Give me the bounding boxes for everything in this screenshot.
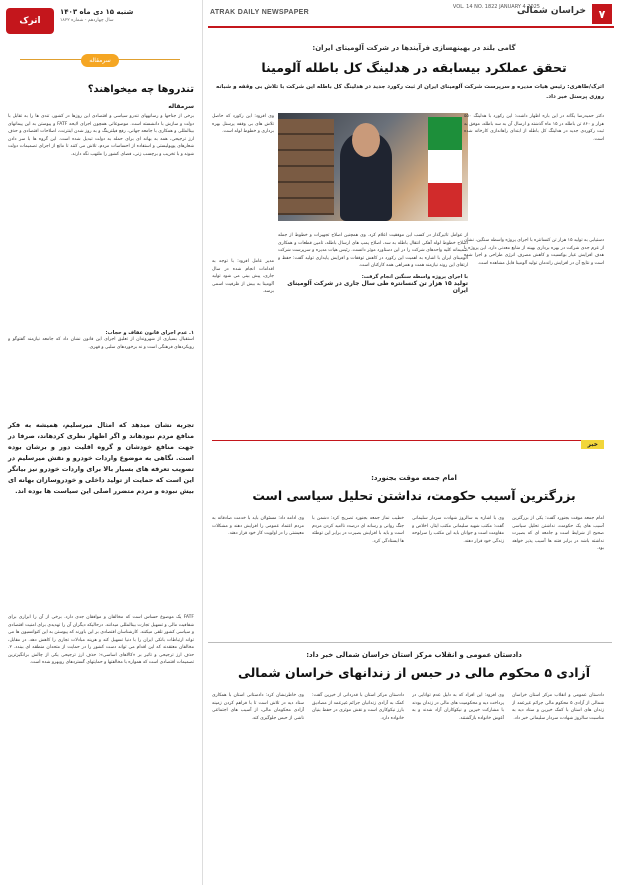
divider-rule <box>208 642 612 643</box>
article2-col: خطیب نماز جمعه بجنورد تصریح کرد: دشمن با جنگ روانی و رسانه ای درصدد ناامید کردن مردم است و باید با افزایش بصیرت در برابر این توطئه ها ایستادگی کرد. <box>312 516 404 544</box>
article1-right-2: دستیابی به تولید ۱۵ هزار تن کنسانتره با اجرای پروژه واسطه سنگین، نشان از عزم جدی شرکت در بهره برداری بهینه از منابع معدنی دارد. این پروژه با هدف افزایش عیار بوکسیت و کاهش مصرف انرژی طراحی و اجرا شده است و نتایج آن در افزایش راندمان تولید آلومینا قابل مشاهده است. <box>464 238 604 266</box>
article1-kicker: گامی بلند در بهینهسازی فرآیندها در شرکت آلومینای ایران: <box>312 44 516 52</box>
editorial-title: تندروها چه میخواهند؟ <box>87 84 194 95</box>
article3-body <box>212 692 604 877</box>
article1-col-left: وی افزود: این رکورد که حاصل تلاش های بی وقفه پرسنل بهره برداری و خطوط لوله است. <box>212 114 274 134</box>
news-divider <box>212 440 604 453</box>
article3-col: وی افزود: این افراد که به دلیل عدم توانایی در پرداخت دیه و محکومیت های مالی در زندان بودند با مشارکت خیرین و نیکوکاران آزاد شدند و به آغوش خانواده بازگشتند. <box>412 693 504 721</box>
editorial-body-2: استقبال بسیاری از شهروندان از تعلیق اجرای این قانون نشان داد که جامعه نیازمند گفتوگو و رویکردهای فرهنگی است و نه برخوردهای سلبی و قهری. <box>8 337 194 350</box>
section-name: خراسان شمالی <box>517 6 586 16</box>
editorial-label: سرمقاله <box>168 103 194 110</box>
news-label: خبر <box>581 440 604 449</box>
article1-headline: تحقق عملکرد بیسابقه در هدلینگ کل باطله آلومینا <box>261 60 567 75</box>
sidebar <box>0 0 203 885</box>
page-number: ۷ <box>592 4 612 24</box>
article1-col-right: دکتر حمیدرضا یگانه در این باره اظهار داشت: این رکورد با هدلینگ ۵۵۰ هزار و ۸۶۰ تن باطله در ۱۵ ماه گذشته و ارسال آن به سد باطله، موفق به ثبت رکوردی جدید در هدلینگ کل باطله از ابتدای راهاندازی کارخانه شده است. <box>464 114 604 142</box>
article1-mid-text: از عوامل تاثیرگذار در کسب این موفقیت اعلام کرد. وی همچنین اصلاح تجهیزات و خطوط از جمله اصلاح خطوط لوله آهکی انتقال باطله به سد، اصلاح پمپ های ارسال باطله، تامین قطعات و همکاری صمیمانه کلیه واحدهای شرکت را در این دستاورد موثر دانست. رئیس هیات مدیره و سرپرست شرکت آلومینای ایران با اشاره به اهمیت این رکورد در کاهش توقفات و افزایش پایداری تولید گفت: حفظ و ارتقای این روند نیازمند همت و همراهی همه کارکنان است. <box>278 233 468 268</box>
article1-lead: اترک/طاهری: رئیس هیات مدیره و سرپرست شرکت آلومینای ایران از ثبت رکورد جدید در هدلینگ کل باطله این شرکت با تلاش بی وقفه و شبانه روزی پرسنل خبر داد. <box>216 84 604 100</box>
article3-kicker: دادستان عمومی و انقلاب مرکز استان خراسان شمالی خبر داد: <box>306 651 522 659</box>
article2-col: امام جمعه موقت بجنورد گفت: یکی از بزرگترین آسیب های یک حکومت، نداشتن تحلیل سیاسی صحیح از شرایط است و جامعه ای که بصیرت نداشته باشد در برابر فتنه ها آسیب پذیر خواهد بود. <box>512 516 604 551</box>
paper-name: ATRAK DAILY NEWSPAPER <box>210 9 309 16</box>
editorial-ornament <box>20 47 180 73</box>
article2-col: وی ادامه داد: مسئولان باید با خدمت صادقانه به مردم اعتماد عمومی را افزایش دهند و مشکلات معیشتی را در اولویت کار خود قرار دهند. <box>212 516 304 536</box>
editorial-subheading: ۱. عدم اجرای قانون عفاف و حجاب: <box>105 330 194 336</box>
article3-col: وی خاطرنشان کرد: دادستانی استان با همکاری ستاد دیه در تلاش است تا با فراهم کردن زمینه آزادی محکومان مالی، از آسیب های اجتماعی ناشی از حبس جلوگیری کند. <box>212 693 304 721</box>
issue-date: شنبه ۱۵ دی ماه ۱۴۰۳ <box>60 8 134 16</box>
issue-number: سال چهاردهم - شماره ۱۸۲۲ <box>60 18 114 23</box>
article3-headline: آزادی ۵ محکوم مالی در حبس از زندانهای خراسان شمالی <box>237 665 591 680</box>
article2-body <box>212 515 604 635</box>
editorial-quote: تجربه نشان میدهد که امثال میرسلیم، همیشه به فکر منافع مردم نبودهاند و اگر اظهار نظری کردهاند، صرفا در جهت منافع خودشان و گروه اقلیت دور و برشان بوده است. نگاهی به موضوع واردات خودرو و نقش میرسلیم در تصویب تعرفه های بسیار بالا برای واردات خودرو نیز بیانگر این است که حمایت از تولید داخلی و خودروسازان بهانه ای بیش نبوده و مردم متضرر اصلی این سیاست ها بوده اند. <box>8 421 194 495</box>
article2-col: وی با اشاره به سالروز شهادت سردار سلیمانی گفت: مکتب شهید سلیمانی مکتب ایثار، اخلاص و مقاومت است و جوانان باید این مکتب را سرلوحه زندگی خود قرار دهند. <box>412 516 504 544</box>
volume-info: VOL. 14 NO. 1822 JANUARY 4 2025 <box>452 4 540 10</box>
editorial-body-3: FATF یک موضوع حساس است که مخالفان و موافقان جدی دارد. برخی از آن را ابزاری برای شفافیت مالی و تسهیل تجارت بینالمللی میدانند. درحالیکه دیگران آن را تهدیدی برای امنیت اقتصادی و سیاسی کشور تلقی میکنند. کارشناسان اقتصادی بر این باورند که پیوستن به این کنوانسیون ها می تواند ارتباطات بانکی ایران را با دنیا تسهیل کند و هزینه مبادلات تجاری را کاهش دهد. در مقابل، مخالفان معتقدند که این اقدام می تواند دست کشور را در حمایت از متحدان منطقه ای ببندد. ۲. حذف ارز ترجیحی و تاثیر بر «کالاهای اساسی»: حذف ارز ترجیحی یکی از چالش برانگیزترین تصمیمات اقتصادی است که همواره با مخالفتها و حمایتهای گستردهای روبهرو شده است. <box>8 615 194 665</box>
editorial-body: برخی از جناحها و رسانههای تندرو سیاسی و اقتصادی این روزها در کشور، تندی ها را به تقابل با دولت و سازش با دانشسته است. موضوعاتی همچون اجرای لایحه FATF و پیوستن به این پیمانهای بینالمللی و همکاری با جامعه جهانی، رفع فیلترینگ و به روز شدن اینترنت، اصلاحات اقتصادی و حذف ارز ترجیحی، همه به بهانه ای برای حمله به دولت تبدیل شده است. این گروه ها با سر دادن شعارهای پوپولیستی و استفاده از احساسات مردم، تلاش می کنند تا مانع از اجرای تصمیمات دولت شوند و با تخریب و برچسب زنی، فضای کشور را ملتهب نگه دارند. <box>8 114 194 157</box>
article2-headline: بزرگترین آسیب حکومت، نداشتن تحلیل سیاسی است <box>252 488 576 503</box>
logo: اترک <box>6 8 54 34</box>
editorial-badge: سرمقاله <box>81 54 118 67</box>
article1-mid <box>278 232 468 437</box>
article1-subhead-2: تولید ۱۵ هزار تن کنسانتره طی سال جاری در شرکت آلومینای ایران <box>287 279 468 294</box>
header-rule <box>208 26 614 28</box>
article3-col: دادستان مرکز استان با قدردانی از خیرین گفت: کمک به آزادی زندانیان جرائم غیرعمد از مصادیق بارز نیکوکاری است و نقش موثری در حفظ بنیان خانواده دارد. <box>312 693 404 721</box>
article3-col: دادستان عمومی و انقلاب مرکز استان خراسان شمالی از آزادی ۵ محکوم مالی جرائم غیرعمد از زندان های استان با کمک خیرین و ستاد دیه به مناسبت سالروز شهادت سردار سلیمانی خبر داد. <box>512 693 604 721</box>
article1-photo <box>278 113 468 221</box>
article1-subhead: با اجرای پروژه واسطه سنگین انجام گرفت: <box>361 273 468 280</box>
article2-kicker: امام جمعه موقت بجنورد: <box>371 474 457 482</box>
article1-left-2: مدیر عامل افزود: با توجه به اقدامات انجام شده در سال جاری، پیش بینی می شود تولید آلومینا به بیش از ظرفیت اسمی برسد. <box>212 259 274 294</box>
